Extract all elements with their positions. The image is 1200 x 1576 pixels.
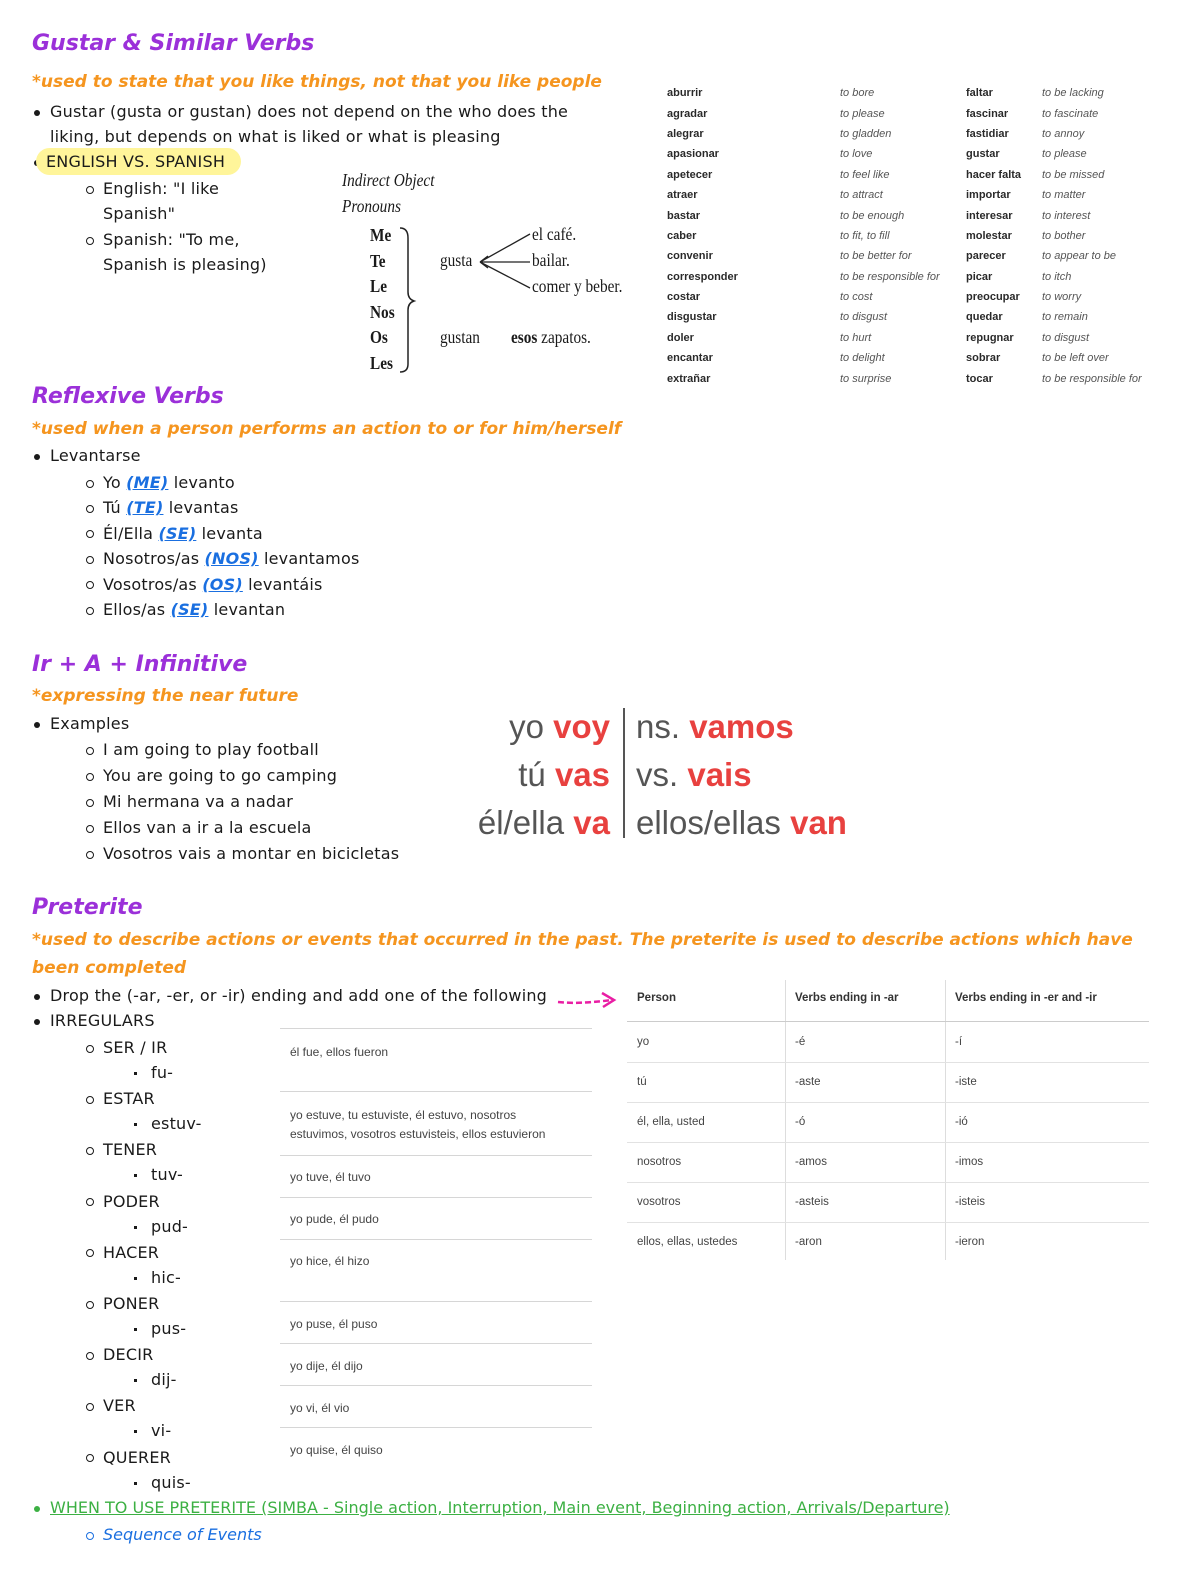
circle-bullet-icon <box>86 505 94 513</box>
preterite-subtitle-cont: been completed <box>32 958 187 978</box>
irr-example-row: él fue, ellos fueron <box>280 1028 592 1071</box>
header-ar: Verbs ending in -ar <box>795 992 899 1004</box>
person-cell: vosotros <box>637 1196 681 1208</box>
verb-cell: apetecer <box>667 168 713 181</box>
subject: Ellos/as <box>103 600 166 619</box>
meaning-cell: to please <box>840 107 885 120</box>
ending-cell: -amos <box>795 1156 827 1168</box>
spanish-example: Spanish: "To me, <box>86 230 240 249</box>
ir-subtitle: *expressing the near future <box>32 686 299 706</box>
verb-cell: apasionar <box>667 148 719 161</box>
verb-cell: molestar <box>966 229 1012 242</box>
gusta-label: gusta <box>440 250 473 270</box>
gustar-heading: Gustar & Similar Verbs <box>32 31 315 56</box>
similar-verbs-table <box>667 83 1162 389</box>
preterite-endings-table <box>627 980 1149 1260</box>
circle-bullet-icon <box>86 607 94 615</box>
irregular-verb: HACER <box>86 1243 159 1262</box>
irregular-stem: vi- <box>134 1421 171 1440</box>
object-el-cafe: el café. <box>532 224 577 244</box>
diagram-title: Indirect Object <box>342 170 435 190</box>
irregular-stem: hic- <box>134 1268 181 1287</box>
irregular-stem: estuv- <box>134 1114 202 1133</box>
reflexive-pronoun: (SE) <box>158 523 197 543</box>
bullet-icon <box>34 454 40 460</box>
bullet-icon <box>34 994 40 1000</box>
verb-cell: corresponder <box>667 270 738 283</box>
circle-bullet-icon <box>86 480 94 488</box>
verb-row <box>667 368 1162 388</box>
irregular-verb: PONER <box>86 1294 159 1313</box>
verb-cell: aburrir <box>667 87 703 100</box>
ir-example: Ellos van a ir a la escuela <box>86 818 312 837</box>
irr-example-row: yo pude, él pudo <box>280 1197 592 1240</box>
pronoun-les: Les <box>370 352 393 373</box>
irregular-verb: QUERER <box>86 1448 171 1467</box>
brace-shape <box>400 228 414 372</box>
pronoun-te: Te <box>370 250 386 271</box>
pronoun-nos: Nos <box>370 301 395 322</box>
circle-bullet-icon <box>86 186 94 194</box>
person-cell: tú <box>637 1076 647 1088</box>
square-bullet-icon <box>134 1174 137 1177</box>
circle-bullet-icon <box>86 1249 94 1257</box>
verb-row <box>667 124 1162 144</box>
subject: Tú <box>103 498 121 518</box>
meaning-cell: to disgust <box>840 311 888 324</box>
ending-cell: -ó <box>795 1116 806 1128</box>
pronoun-le: Le <box>370 276 387 297</box>
spanish-example-cont: Spanish is pleasing) <box>103 255 267 274</box>
conj-el: él/ella va <box>477 804 610 841</box>
meaning-cell: to worry <box>1042 291 1082 304</box>
verb-cell: extrañar <box>667 372 711 385</box>
ending-cell: -iste <box>955 1076 977 1088</box>
irregular-stem: quis- <box>134 1473 191 1492</box>
verb-cell: preocupar <box>966 291 1020 304</box>
meaning-cell: to disgust <box>1042 331 1090 344</box>
reflexive-heading: Reflexive Verbs <box>32 384 224 409</box>
square-bullet-icon <box>134 1430 137 1433</box>
verb-form: levantamos <box>263 549 360 569</box>
circle-bullet-icon <box>86 747 94 755</box>
verb-cell: faltar <box>966 87 993 100</box>
verb-row <box>667 103 1162 123</box>
circle-bullet-icon <box>86 1147 94 1155</box>
meaning-cell: to fascinate <box>1042 107 1099 120</box>
irr-example-row: yo quise, él quiso <box>280 1427 592 1470</box>
verb-cell: parecer <box>966 250 1006 263</box>
circle-bullet-icon <box>86 799 94 807</box>
ir-example: Vosotros vais a montar en bicicletas <box>86 844 399 863</box>
verb-cell: agradar <box>667 107 708 120</box>
meaning-cell: to love <box>840 148 873 161</box>
verb-row <box>667 287 1162 307</box>
bullet-icon <box>34 722 40 728</box>
ir-example: You are going to go camping <box>86 766 337 785</box>
preterite-subtitle: *used to describe actions or events that occurred in the past. The preterite is used to describe actions which have <box>32 930 1133 950</box>
circle-bullet-icon <box>86 530 94 538</box>
conj-ellos: ellos/ellas van <box>636 804 847 841</box>
english-example: English: "I like <box>86 179 219 198</box>
irr-example-row: yo tuve, él tuvo <box>280 1155 592 1198</box>
verbs-table-body <box>667 83 1162 389</box>
person-cell: él, ella, usted <box>637 1116 705 1128</box>
meaning-cell: to be missed <box>1042 168 1105 181</box>
ending-cell: -aron <box>795 1236 822 1248</box>
verb-row <box>667 226 1162 246</box>
row-divider <box>627 1142 1149 1143</box>
verb-cell: caber <box>667 229 697 242</box>
reflexive-verb: Levantarse <box>34 446 141 465</box>
verb-cell: atraer <box>667 189 698 202</box>
irregular-stem: pud- <box>134 1217 188 1236</box>
preterite-heading: Preterite <box>32 895 143 920</box>
circle-bullet-icon <box>86 1198 94 1206</box>
when-to-use-bullet: WHEN TO USE PRETERITE (SIMBA - Single action, Interruption, Main event, Beginning action, Arrivals/Departure) <box>34 1498 950 1517</box>
indirect-object-diagram <box>340 168 640 378</box>
english-example-cont: Spanish" <box>103 204 176 223</box>
irr-example-row: yo dije, él dijo <box>280 1343 592 1386</box>
bullet-icon <box>34 1019 40 1025</box>
pronoun-os: Os <box>370 327 388 348</box>
irregular-stem: dij- <box>134 1370 177 1389</box>
verb-cell: gustar <box>966 148 1000 161</box>
irregular-stem: tuv- <box>134 1165 183 1184</box>
diagram-title-2: Pronouns <box>342 196 401 216</box>
row-divider <box>627 1182 1149 1183</box>
verb-row <box>667 267 1162 287</box>
subject: Yo <box>103 473 121 492</box>
verb-form: levanto <box>173 473 235 492</box>
ir-conjugation-chart <box>420 700 860 850</box>
circle-bullet-icon <box>86 556 94 564</box>
reflexive-pronoun: (OS) <box>202 574 243 594</box>
verb-cell: doler <box>667 331 694 344</box>
reflexive-subtitle: *used when a person performs an action to or for him/herself <box>32 419 622 439</box>
object-bailar: bailar. <box>532 250 570 270</box>
gustar-bullet-1: Gustar (gusta or gustan) does not depend on the who does the <box>34 102 568 121</box>
meaning-cell: to be left over <box>1042 352 1109 365</box>
irr-example-row: yo puse, él puso <box>280 1301 592 1344</box>
verb-cell: fastidiar <box>966 127 1009 140</box>
verb-cell: picar <box>966 270 993 283</box>
reflexive-pronoun: (ME) <box>126 473 169 492</box>
reflexive-row <box>86 498 238 517</box>
square-bullet-icon <box>134 1277 137 1280</box>
object-zapatos: esos zapatos. <box>511 327 591 347</box>
ending-cell: -asteis <box>795 1196 829 1208</box>
meaning-cell: to annoy <box>1042 127 1085 140</box>
gustar-bullet-1-cont: liking, but depends on what is liked or what is pleasing <box>50 127 501 146</box>
irregular-verb: TENER <box>86 1140 157 1159</box>
meaning-cell: to hurt <box>840 331 872 344</box>
conj-tu: tú vas <box>518 756 610 793</box>
circle-bullet-icon <box>86 581 94 589</box>
arrow-icon <box>556 990 618 1012</box>
verb-cell: importar <box>966 189 1011 202</box>
header-divider <box>627 1021 1149 1022</box>
verb-cell: interesar <box>966 209 1013 222</box>
meaning-cell: to be better for <box>840 250 912 263</box>
circle-bullet-icon <box>86 851 94 859</box>
verb-form: levantáis <box>248 574 323 594</box>
irregular-verb: DECIR <box>86 1345 153 1364</box>
verb-row <box>667 165 1162 185</box>
person-cell: yo <box>637 1036 650 1048</box>
verb-cell: disgustar <box>667 311 717 324</box>
meaning-cell: to surprise <box>840 372 892 385</box>
meaning-cell: to feel like <box>840 168 890 181</box>
reflexive-pronoun: (SE) <box>170 600 209 619</box>
verb-form: levanta <box>201 523 263 543</box>
reflexive-row <box>86 524 263 543</box>
gustar-subtitle: *used to state that you like things, not that you like people <box>32 72 602 92</box>
meaning-cell: to be lacking <box>1042 87 1104 100</box>
person-cell: nosotros <box>637 1156 682 1168</box>
sequence-events: Sequence of Events <box>86 1525 262 1544</box>
meaning-cell: to attract <box>840 189 883 202</box>
meaning-cell: to be enough <box>840 209 905 222</box>
meaning-cell: to be responsible for <box>840 270 940 283</box>
circle-bullet-icon <box>86 1301 94 1309</box>
verb-cell: quedar <box>966 311 1003 324</box>
bullet-icon <box>34 1506 40 1512</box>
meaning-cell: to bore <box>840 87 875 100</box>
examples-label: Examples <box>34 714 129 733</box>
square-bullet-icon <box>134 1482 137 1485</box>
ending-cell: -aste <box>795 1076 821 1088</box>
irregulars-bullet: IRREGULARS <box>34 1011 155 1030</box>
meaning-cell: to appear to be <box>1042 250 1117 263</box>
row-divider <box>627 1102 1149 1103</box>
verb-cell: encantar <box>667 352 713 365</box>
pronoun-me: Me <box>370 225 392 245</box>
row-divider <box>627 1062 1149 1063</box>
square-bullet-icon <box>134 1226 137 1229</box>
circle-bullet-icon <box>86 825 94 833</box>
row-divider <box>627 1222 1149 1223</box>
ending-cell: -í <box>955 1036 963 1048</box>
circle-bullet-icon <box>86 1532 94 1540</box>
conj-ns: ns. vamos <box>636 708 794 745</box>
circle-bullet-icon <box>86 1096 94 1104</box>
meaning-cell: to matter <box>1042 189 1086 202</box>
meaning-cell: to be responsible for <box>1042 372 1142 385</box>
person-cell: ellos, ellas, ustedes <box>637 1236 738 1248</box>
square-bullet-icon <box>134 1328 137 1331</box>
conjugation-divider <box>623 708 625 838</box>
meaning-cell: to please <box>1042 148 1087 161</box>
verb-row <box>667 185 1162 205</box>
reflexive-row <box>86 600 285 619</box>
ir-example: I am going to play football <box>86 740 319 759</box>
meaning-cell: to interest <box>1042 209 1091 222</box>
gustan-label: gustan <box>440 327 480 347</box>
reflexive-pronoun: (NOS) <box>204 549 259 569</box>
meaning-cell: to remain <box>1042 311 1088 324</box>
col-divider <box>785 980 786 1260</box>
irr-example-row: yo estuve, tu estuviste, él estuvo, nosotros estuvimos, vosotros estuvisteis, ellos estuvieron <box>280 1091 592 1150</box>
irregular-stem: fu- <box>134 1063 173 1082</box>
object-comer: comer y beber. <box>532 276 623 296</box>
meaning-cell: to fit, to fill <box>840 229 890 242</box>
verb-form: levantan <box>213 600 286 619</box>
meaning-cell: to cost <box>840 291 873 304</box>
circle-bullet-icon <box>86 1454 94 1462</box>
meaning-cell: to bother <box>1042 229 1086 242</box>
circle-bullet-icon <box>86 1403 94 1411</box>
ending-cell: -isteis <box>955 1196 986 1208</box>
verb-row <box>667 348 1162 368</box>
verb-cell: costar <box>667 291 701 304</box>
verb-row <box>667 83 1162 103</box>
verb-row <box>667 328 1162 348</box>
verb-cell: bastar <box>667 209 701 222</box>
verb-cell: repugnar <box>966 331 1014 344</box>
meaning-cell: to delight <box>840 352 885 365</box>
verb-cell: tocar <box>966 372 993 385</box>
ending-cell: -é <box>795 1036 806 1048</box>
gustar-bullet-2 <box>34 152 241 171</box>
irr-example-row: yo vi, él vio <box>280 1385 592 1428</box>
reflexive-pronoun: (TE) <box>126 498 164 518</box>
bullet-icon <box>34 110 40 116</box>
circle-bullet-icon <box>86 1352 94 1360</box>
square-bullet-icon <box>134 1123 137 1126</box>
subject: Nosotros/as <box>103 549 200 569</box>
reflexive-row <box>86 549 359 568</box>
verb-cell: alegrar <box>667 127 704 140</box>
conj-vs: vs. vais <box>636 756 752 793</box>
square-bullet-icon <box>134 1072 137 1075</box>
drop-ending-bullet: Drop the (-ar, -er, or -ir) ending and add one of the following <box>34 986 547 1005</box>
ir-example: Mi hermana va a nadar <box>86 792 293 811</box>
verb-cell: hacer falta <box>966 168 1022 181</box>
circle-bullet-icon <box>86 237 94 245</box>
ending-cell: -ieron <box>955 1236 985 1248</box>
ir-heading: Ir + A + Infinitive <box>32 652 248 677</box>
ending-cell: -ió <box>955 1116 968 1128</box>
header-er-ir: Verbs ending in -er and -ir <box>955 992 1097 1004</box>
branch-arrows <box>480 234 530 288</box>
header-person: Person <box>637 992 676 1004</box>
verb-row <box>667 205 1162 225</box>
meaning-cell: to gladden <box>840 127 892 140</box>
irregular-verb: ESTAR <box>86 1089 155 1108</box>
conj-yo: yo voy <box>509 708 610 745</box>
col-divider <box>945 980 946 1260</box>
irregular-verb: VER <box>86 1396 136 1415</box>
ending-cell: -imos <box>955 1156 984 1168</box>
diagram-lines <box>340 168 640 378</box>
meaning-cell: to itch <box>1042 270 1072 283</box>
verb-cell: fascinar <box>966 107 1009 120</box>
circle-bullet-icon <box>86 1045 94 1053</box>
verb-row <box>667 246 1162 266</box>
verb-cell: convenir <box>667 250 713 263</box>
irregular-verb: PODER <box>86 1192 160 1211</box>
highlighted-text: ENGLISH VS. SPANISH <box>36 148 241 175</box>
verb-row <box>667 144 1162 164</box>
square-bullet-icon <box>134 1379 137 1382</box>
irregular-verb: SER / IR <box>86 1038 167 1057</box>
irr-example-row: yo hice, él hizo <box>280 1239 592 1302</box>
subject: Él/Ella <box>103 523 154 543</box>
verb-cell: sobrar <box>966 352 1001 365</box>
verb-row <box>667 307 1162 327</box>
reflexive-row <box>86 473 235 492</box>
verb-form: levantas <box>168 498 239 518</box>
circle-bullet-icon <box>86 773 94 781</box>
subject: Vosotros/as <box>103 574 197 594</box>
irregular-stem: pus- <box>134 1319 186 1338</box>
reflexive-row <box>86 575 323 594</box>
